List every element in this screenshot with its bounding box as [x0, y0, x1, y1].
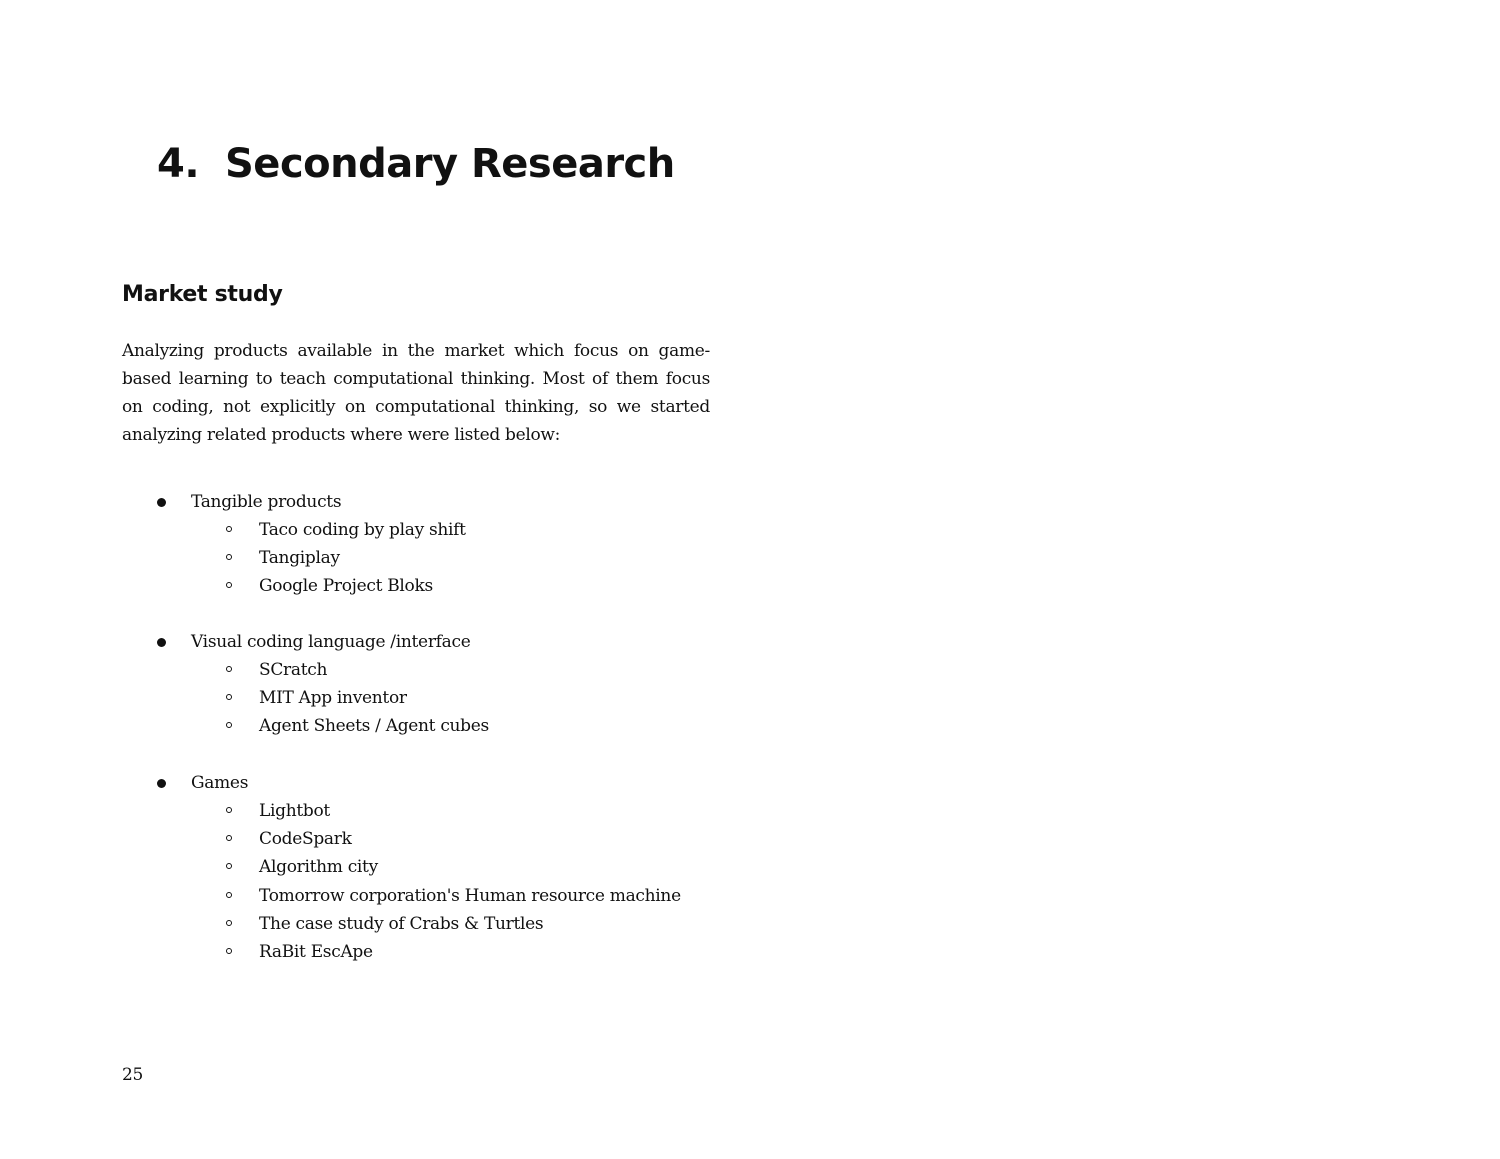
- list-item-text: SCratch: [259, 660, 328, 680]
- circle-bullet-icon: [226, 554, 232, 560]
- list-item-text: Taco coding by play shift: [259, 520, 466, 540]
- group-title: Tangible products: [191, 492, 342, 512]
- chapter-heading: [157, 136, 675, 192]
- circle-bullet-icon: [226, 920, 232, 926]
- bullet-icon: [157, 498, 166, 507]
- circle-bullet-icon: [226, 835, 232, 841]
- list-item-text: Google Project Bloks: [259, 576, 433, 597]
- page-number: 25: [122, 1065, 144, 1085]
- circle-bullet-icon: [226, 722, 232, 728]
- section-heading: Market study: [122, 282, 283, 307]
- circle-bullet-icon: [226, 807, 232, 813]
- list-item-text: CodeSpark: [259, 829, 352, 850]
- group-title: Visual coding language /interface: [191, 632, 471, 652]
- list-item-text: MIT App inventor: [259, 688, 407, 709]
- list-item-text: Tomorrow corporation's Human resource machine: [259, 885, 681, 906]
- list-item-text: Lightbot: [259, 801, 330, 821]
- circle-bullet-icon: [226, 694, 232, 700]
- chapter-number: 4.: [157, 141, 200, 187]
- bullet-icon: [157, 779, 166, 788]
- circle-bullet-icon: [226, 526, 232, 532]
- list-item-text: Agent Sheets / Agent cubes: [259, 716, 489, 737]
- circle-bullet-icon: [226, 948, 232, 954]
- circle-bullet-icon: [226, 666, 232, 672]
- list-item-text: The case study of Crabs & Turtles: [259, 913, 544, 934]
- list-item-text: Tangiplay: [259, 548, 340, 569]
- circle-bullet-icon: [226, 863, 232, 869]
- intro-paragraph: Analyzing products available in the market which focus on game-based learning to teach computational thinking. Most of them focus on coding, not explicitly on computational thinking, so we started analyzing related products where were listed below:: [122, 341, 710, 445]
- list-item-text: RaBit EscApe: [259, 941, 373, 962]
- circle-bullet-icon: [226, 892, 232, 898]
- list-item-text: Algorithm city: [259, 857, 378, 878]
- chapter-title: Secondary Research: [225, 141, 675, 187]
- group-title: Games: [191, 773, 249, 793]
- bullet-icon: [157, 638, 166, 647]
- circle-bullet-icon: [226, 582, 232, 588]
